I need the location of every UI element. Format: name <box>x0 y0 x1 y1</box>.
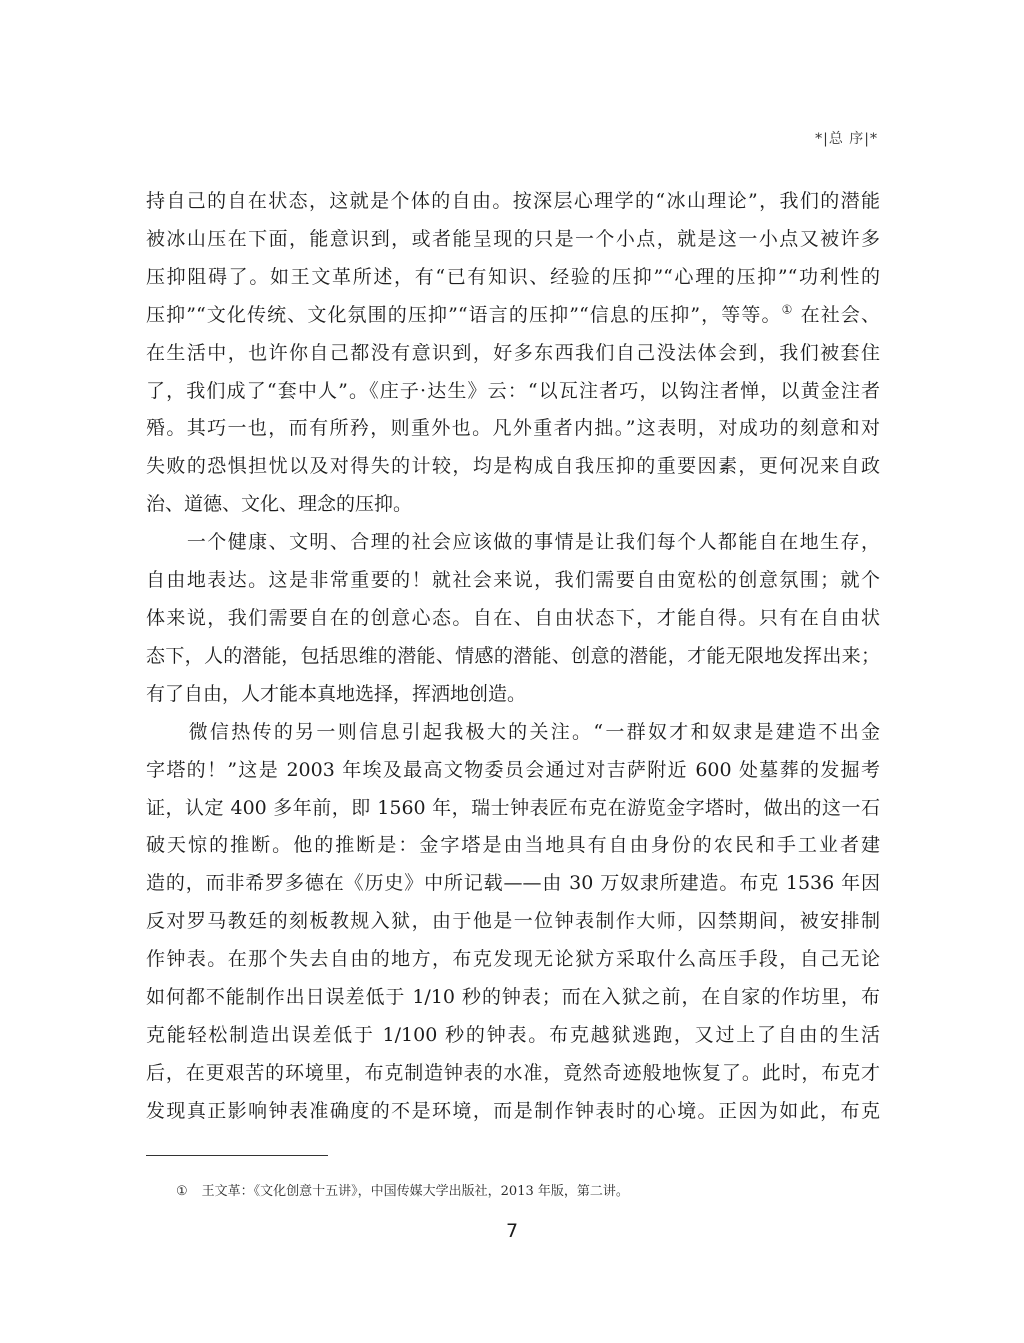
text-line: 态下，人的潜能，包括思维的潜能、情感的潜能、创意的潜能，才能无限地发挥出来； <box>146 644 880 667</box>
text-line: 证，认定 400 多年前，即 1560 年，瑞士钟表匠布克在游览金字塔时，做出的这一石 <box>146 796 880 819</box>
text-line: 破天惊的推断。他的推断是：金字塔是由当地具有自由身份的农民和手工业者建 <box>146 834 880 857</box>
text-line: 后，在更艰苦的环境里，布克制造钟表的水准，竟然奇迹般地恢复了。此时，布克才 <box>146 1061 880 1084</box>
text-line: 了，我们成了“套中人”。《庄子·达生》云：“以瓦注者巧，以钩注者惮，以黄金注者 <box>146 379 880 402</box>
text-line-with-footnote <box>146 297 880 335</box>
text-line: 殙。其巧一也，而有所矜，则重外也。凡外重者内拙。”这表明，对成功的刻意和对 <box>146 417 880 440</box>
text-line: 压抑阻碍了。如王文革所述，有“已有知识、经验的压抑”“心理的压抑”“功利性的 <box>146 265 880 288</box>
footnote <box>176 1180 629 1199</box>
running-header: *|总 序|* <box>815 131 878 147</box>
text-line: 持自己的自在状态，这就是个体的自由。按深层心理学的“冰山理论”，我们的潜能 <box>146 190 880 212</box>
body-text <box>146 183 880 1131</box>
text-line: 反对罗马教廷的刻板教规入狱，由于他是一位钟表制作大师，囚禁期间，被安排制 <box>146 910 880 933</box>
paragraph-1 <box>146 183 880 524</box>
text-line: 如何都不能制作出日误差低于 1/10 秒的钟表；而在入狱之前，在自家的作坊里，布 <box>146 986 880 1009</box>
text-line: 微信热传的另一则信息引起我极大的关注。“一群奴才和奴隶是建造不出金 <box>146 720 880 743</box>
text-line: 一个健康、文明、合理的社会应该做的事情是让我们每个人都能自在地生存， <box>146 531 880 554</box>
footnote-text: 王文革：《文化创意十五讲》，中国传媒大学出版社，2013 年版，第二讲。 <box>201 1184 629 1199</box>
footnote-mark: ① <box>176 1184 188 1199</box>
text-line-head: 压抑”“文化传统、文化氛围的压抑”“语言的压抑”“信息的压抑”，等等。 <box>146 303 782 326</box>
text-line: 在生活中，也许你自己都没有意识到，好多东西我们自己没法体会到，我们被套住 <box>146 341 880 364</box>
text-line: 字塔的！”这是 2003 年埃及最高文物委员会通过对吉萨附近 600 处墓葬的发掘考 <box>146 758 880 781</box>
footnote-divider <box>146 1155 328 1156</box>
text-line: 体来说，我们需要自在的创意心态。自在、自由状态下，才能自得。只有在自由状 <box>146 606 880 629</box>
text-line: 治、道德、文化、理念的压抑。 <box>146 493 413 516</box>
text-line: 被冰山压在下面，能意识到，或者能呈现的只是一个小点，就是这一小点又被许多 <box>146 227 880 250</box>
text-line: 克能轻松制造出误差低于 1/100 秒的钟表。布克越狱逃跑，又过上了自由的生活 <box>146 1023 880 1046</box>
text-line: 自由地表达。这是非常重要的！就社会来说，我们需要自由宽松的创意氛围；就个 <box>146 569 880 592</box>
paragraph-2 <box>146 524 880 714</box>
text-line: 发现真正影响钟表准确度的不是环境，而是制作钟表时的心境。正因为如此，布克 <box>146 1099 880 1122</box>
paragraph-3 <box>146 714 880 1131</box>
page-number: 7 <box>505 1220 519 1242</box>
text-line: 作钟表。在那个失去自由的地方，布克发现无论狱方采取什么高压手段，自己无论 <box>146 948 880 971</box>
text-line-tail: 在社会、 <box>793 303 880 326</box>
text-line: 有了自由，人才能本真地选择，挥洒地创造。 <box>146 682 527 705</box>
footnote-reference[interactable]: ① <box>781 302 794 317</box>
text-line: 造的，而非希罗多德在《历史》中所记载——由 30 万奴隶所建造。布克 1536 年因 <box>146 872 880 895</box>
text-line: 失败的恐惧担忧以及对得失的计较，均是构成自我压抑的重要因素，更何况来自政 <box>146 455 880 478</box>
